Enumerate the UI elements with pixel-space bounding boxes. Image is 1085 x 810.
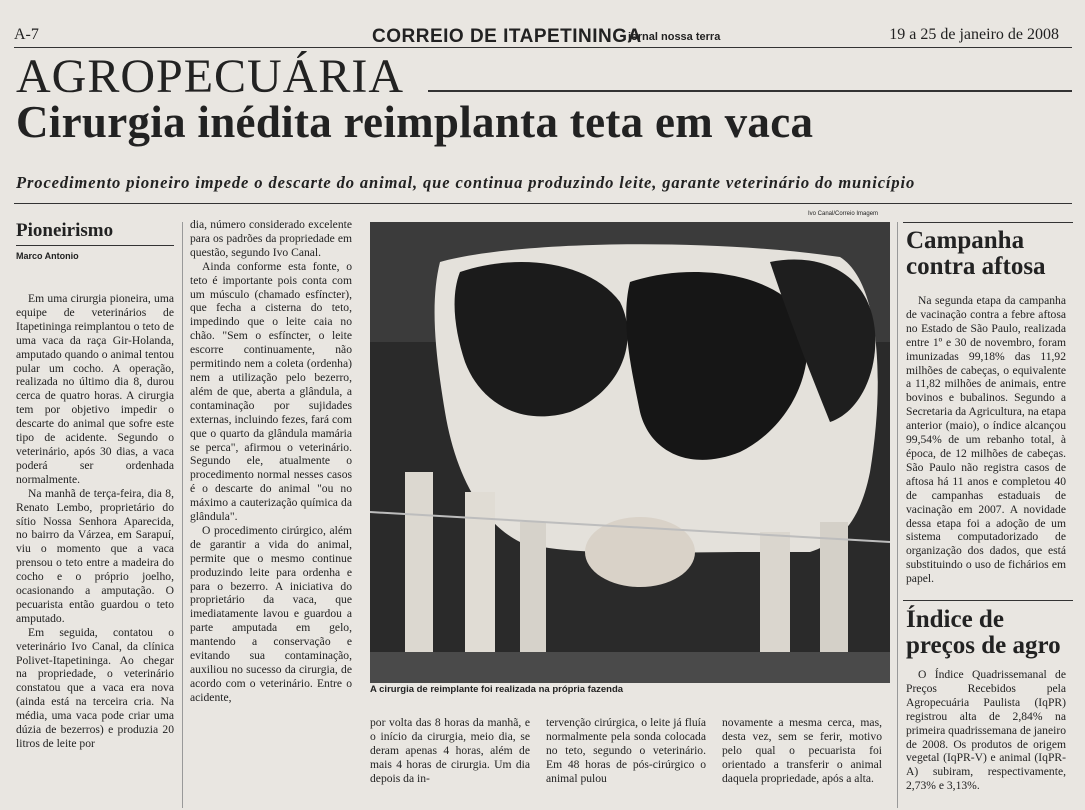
paragraph: O procedimento cirúrgico, além de garantir a vida do animal, permite que o mesmo continue produzindo leite para ordenha e para o bezerro. A iniciativa do proprietário da vaca, que imediatamente lavou e guardou a parte amputada em gelo, mantendo a conservação e evitando sua contaminação, auxiliou no sucesso da cirurgia, de acordo com o veterinário. Entre o acidente, xyxy=(190,523,352,704)
article-column-4 xyxy=(546,716,706,808)
sidebar-title-line: contra aftosa xyxy=(906,253,1046,280)
paragraph: novamente a mesma cerca, mas, desta vez, sem se ferir, motivo pelo qual o pecuarista foi orientado a transferir o animal daquela propriedade, após a alta. xyxy=(722,716,882,785)
sidebar-rule xyxy=(903,600,1073,601)
column-divider xyxy=(182,222,183,808)
article-column-5 xyxy=(722,716,882,808)
sidebar-title-line: Campanha xyxy=(906,227,1025,254)
section-rule xyxy=(428,90,1072,92)
sidebar-rule xyxy=(903,222,1073,223)
sidebar-title-line: Índice de xyxy=(906,606,1004,633)
paragraph: por volta das 8 horas da manhã, e o início da cirurgia, meio dia, se deram apenas 4 horas, além de mais 4 horas de cirurgia. Um dia depois da in- xyxy=(370,716,530,785)
subhead-rule xyxy=(14,203,1072,204)
paragraph: O Índice Quadrissemanal de Preços Recebidos pela Agropecuária Paulista (IqPR) registrou alta de 2,84% na primeira quadrissemana de janeiro de 2008. Os produtos de origem vegetal (IqPR-V) e animal (IqPR-A) subiram, respectivamente, 2,73% e 3,13%. xyxy=(906,668,1066,793)
column-divider xyxy=(897,222,898,808)
sidebar-precos-title xyxy=(906,607,1061,659)
header-rule xyxy=(14,47,1072,48)
paragraph: dia, número considerado excelente para os padrões da propriedade em questão, segundo Ivo Canal. xyxy=(190,218,352,259)
headline: Cirurgia inédita reimplanta teta em vaca xyxy=(16,97,814,147)
article-column-3 xyxy=(370,716,530,808)
paragraph: Na segunda etapa da campanha de vacinação contra a febre aftosa no Estado de São Paulo, realizada entre 1º e 30 de novembro, foram imunizadas 99,18% das 11,92 milhões de cabeças, o equivalente a 11,82 milhões de animais, entre bovinos e bubalinos. Segundo a Secretaria da Agricultura, na etapa anterior (maio), o índice alcançou 99,54% de um rebanho total, à época, de 12 milhões de cabeças. São Paulo não registra casos de aftosa há 11 anos e completou 40 de campanhas estaduais de vacinação em 2007. A novidade dessa etapa foi a adoção de um sistema computadorizado de organização dos dados, que está substituindo o uso de fichários em papel. xyxy=(906,294,1066,586)
subheadline: Procedimento pioneiro impede o descarte do animal, que continua produzindo leite, garante veterinário do município xyxy=(16,173,916,192)
cow-photo xyxy=(370,222,890,683)
section-title: AGROPECUÁRIA xyxy=(16,50,405,103)
paragraph: Ainda conforme esta fonte, o teto é importante pois conta com um músculo (chamado esfíncter), que fecha a cisterna do teto, impedindo que o leite caia no chão. "Sem o esfíncter, o leite escorre continuamente, não permitindo nem a coleta (ordenha) nem a utilização pelo bezerro, além de que, aberta a glândula, a contaminação por sujidades externas, incluindo fezes, fará com que o quarto da glândula mamária se perca", afirmou o veterinário. Segundo ele, atualmente o procedimento normal nesses casos é o descarte do animal "ou no máximo a cauterização química da glândula". xyxy=(190,259,352,524)
issue-date: 19 a 25 de janeiro de 2008 xyxy=(889,26,1059,43)
sidebar-aftosa-title xyxy=(906,228,1046,280)
article-column-2 xyxy=(190,218,352,808)
photo-credit: Ivo Canal/Correio Imagem xyxy=(808,211,879,217)
sidebar-aftosa-body xyxy=(906,294,1066,596)
paragraph: Em uma cirurgia pioneira, uma equipe de veterinários de Itapetininga reimplantou o teto de uma vaca da raça Gir-Holanda, amputado quando o animal tentou pular um cocho. A operação, realizada no último dia 8, durou cerca de quatro horas. A cirurgia tem por objetivo impedir o descarte do animal que sofre este tipo de acidente. Segundo o veterinário, após 30 dias, a vaca poderá ser ordenhada normalmente. xyxy=(16,292,174,486)
paragraph: Na manhã de terça-feira, dia 8, Renato Lembo, proprietário do sítio Nossa Senhora Aparecida, no bairro da Várzea, em Sarapuí, viu o momento que a vaca prensou o teto entre a madeira do cocho e o próprio joelho, ocasionando a amputação. O pecuarista então guardou o teto amputado. xyxy=(16,486,174,625)
article-column-1 xyxy=(16,292,174,808)
paragraph: Em seguida, contatou o veterinário Ivo Canal, da clínica Polivet-Itapetininga. Ao chegar na propriedade, o veterinário constatou que a vaca era nova (ainda está na terceira cria. Na média, uma vaca pode criar uma dúzia de bezerros) e produzia 20 litros de leite por xyxy=(16,625,174,750)
cow-illustration xyxy=(370,222,890,683)
masthead-tagline: jornal nossa terra xyxy=(628,31,721,43)
sidebar-title-line: preços de agro xyxy=(906,632,1061,659)
byline: Marco Antonio xyxy=(16,251,79,261)
photo-caption: A cirurgia de reimplante foi realizada na própria fazenda xyxy=(370,684,624,695)
paragraph: tervenção cirúrgica, o leite já fluía normalmente pela sonda colocada no teto, segundo o veterinário. Em 48 horas de pós-cirúrgico o animal pulou xyxy=(546,716,706,785)
sidebar-precos-body xyxy=(906,668,1066,808)
kicker-rule xyxy=(16,245,174,246)
kicker: Pioneirismo xyxy=(16,220,114,241)
masthead: CORREIO DE ITAPETININGA xyxy=(372,26,642,47)
page-number: A-7 xyxy=(14,26,39,43)
